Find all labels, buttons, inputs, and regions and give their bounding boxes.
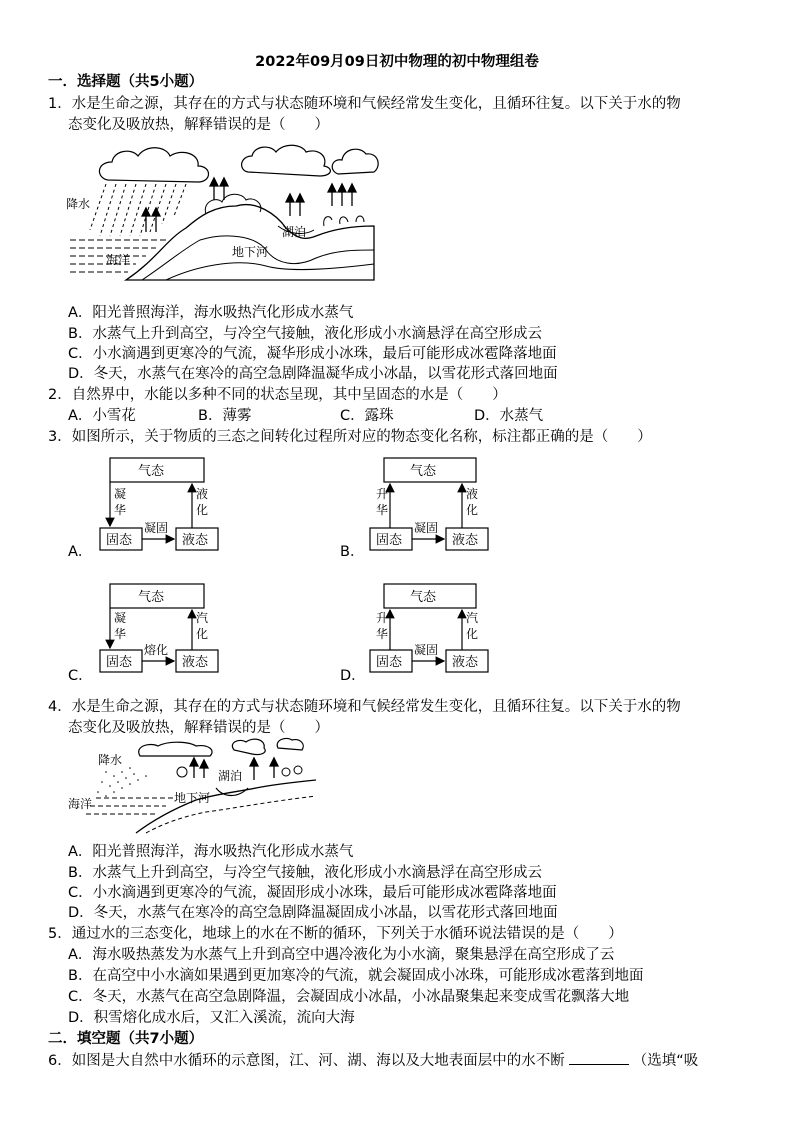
q3-option-a-label[interactable]: A． bbox=[68, 544, 93, 560]
q3c-right-1: 汽 bbox=[196, 611, 209, 625]
q4-fig-sea-label: 海洋 bbox=[68, 797, 93, 811]
q4-fig-lake-label: 湖泊 bbox=[218, 769, 243, 783]
q3b-liquid: 液态 bbox=[452, 533, 479, 548]
q3c-gas: 气态 bbox=[138, 590, 165, 605]
q1-water-cycle-figure bbox=[66, 140, 376, 285]
q3-stem: 3．如图所示，关于物质的三态之间转化过程所对应的物态变化名称，标注都正确的是（ ） bbox=[48, 429, 652, 445]
q3d-bottom: 凝固 bbox=[414, 643, 439, 657]
q1-stem-line2: 态变化及吸放热，解释错误的是（ ） bbox=[68, 117, 329, 133]
q6-answer-blank[interactable] bbox=[569, 1052, 629, 1065]
q4-stem-line2: 态变化及吸放热，解释错误的是（ ） bbox=[68, 720, 329, 736]
q5-option-c[interactable]: C．冬天，水蒸气在高空急剧降温，会凝固成小冰晶，小冰晶聚集起来变成雪花飘落大地 bbox=[68, 989, 630, 1005]
q5-option-b[interactable]: B．在高空中小水滴如果遇到更加寒冷的气流，就会凝固成小冰珠，可能形成冰雹落到地面 bbox=[68, 968, 644, 984]
q3-option-b-label[interactable]: B． bbox=[340, 544, 365, 560]
q5-option-a[interactable]: A．海水吸热蒸发为水蒸气上升到高空中遇冷液化为小水滴，聚集悬浮在高空形成了云 bbox=[68, 947, 615, 963]
q6-stem-part2: （选填“吸 bbox=[632, 1053, 699, 1069]
q3c-left-1: 凝 bbox=[114, 611, 127, 625]
q1-fig-rain-label: 降水 bbox=[66, 197, 91, 211]
q3-option-d-label[interactable]: D． bbox=[340, 668, 366, 684]
q3a-gas: 气态 bbox=[138, 464, 165, 479]
section-heading-choice: 一．选择题（共5小题） bbox=[48, 74, 204, 90]
q3b-right-2: 化 bbox=[466, 503, 479, 517]
q3a-bottom: 凝固 bbox=[144, 521, 169, 535]
q3c-liquid: 液态 bbox=[182, 655, 209, 670]
q3-diagram-b[interactable] bbox=[366, 456, 496, 552]
q1-option-c[interactable]: C．小水滴遇到更寒冷的气流，凝华形成小冰珠，最后可能形成冰雹降落地面 bbox=[68, 346, 557, 362]
q1-fig-river-label: 地下河 bbox=[232, 245, 269, 259]
q4-stem-line1: 4．水是生命之源，其存在的方式与状态随环境和气候经常发生变化，且循环往复。以下关于水的物 bbox=[48, 699, 681, 715]
q6-stem-part1: 6．如图是大自然中水循环的示意图，江、河、湖、海以及大地表面层中的水不断 bbox=[48, 1053, 565, 1069]
q1-option-d[interactable]: D．冬天，水蒸气在寒冷的高空急剧降温凝华成小冰晶，以雪花形式落回地面 bbox=[68, 366, 558, 382]
q3d-left-1: 升 bbox=[376, 611, 389, 625]
q4-fig-rain-label: 降水 bbox=[98, 753, 123, 767]
q6-stem bbox=[48, 1049, 698, 1070]
q4-option-b[interactable]: B．水蒸气上升到高空，与冷空气接触，液化形成小水滴悬浮在高空形成云 bbox=[68, 865, 542, 881]
q2-option-c[interactable]: C．露珠 bbox=[340, 408, 394, 424]
q1-fig-lake-label: 湖泊 bbox=[282, 225, 307, 239]
q2-stem: 2．自然界中，水能以多种不同的状态呈现，其中呈固态的水是（ ） bbox=[48, 387, 507, 403]
q5-option-d[interactable]: D．积雪熔化成水后，又汇入溪流，流向大海 bbox=[68, 1010, 355, 1026]
q2-option-d[interactable]: D．水蒸气 bbox=[474, 408, 544, 424]
q3b-left-2: 华 bbox=[376, 503, 389, 517]
page-title: 2022年09月09日初中物理的初中物理组卷 bbox=[255, 54, 539, 70]
q3a-solid: 固态 bbox=[106, 533, 133, 548]
q4-option-c[interactable]: C．小水滴遇到更寒冷的气流，凝固形成小冰珠，最后可能形成冰雹降落地面 bbox=[68, 885, 557, 901]
q3a-liquid: 液态 bbox=[182, 533, 209, 548]
q3-diagram-d[interactable] bbox=[366, 582, 496, 678]
q1-option-b[interactable]: B．水蒸气上升到高空，与冷空气接触，液化形成小水滴悬浮在高空形成云 bbox=[68, 326, 542, 342]
q3a-left-1: 凝 bbox=[114, 487, 127, 501]
q4-option-a[interactable]: A．阳光普照海洋，海水吸热汽化形成水蒸气 bbox=[68, 844, 354, 860]
q4-fig-river-label: 地下河 bbox=[174, 791, 211, 805]
q3c-left-2: 华 bbox=[114, 627, 127, 641]
q3d-left-2: 华 bbox=[376, 627, 389, 641]
q3a-left-2: 华 bbox=[114, 503, 127, 517]
q3b-right-1: 液 bbox=[466, 487, 479, 501]
q3c-right-2: 化 bbox=[196, 627, 209, 641]
q3-diagram-c[interactable] bbox=[96, 582, 226, 678]
section-heading-fill: 二．填空题（共7小题） bbox=[48, 1031, 204, 1047]
q3d-gas: 气态 bbox=[410, 590, 437, 605]
q3d-right-1: 汽 bbox=[466, 611, 479, 625]
q3b-gas: 气态 bbox=[410, 464, 437, 479]
q3c-solid: 固态 bbox=[106, 655, 133, 670]
q3a-right-1: 液 bbox=[196, 487, 209, 501]
q4-option-d[interactable]: D．冬天，水蒸气在寒冷的高空急剧降温凝固成小冰晶，以雪花形式落回地面 bbox=[68, 905, 558, 921]
q1-fig-sea-label: 海洋 bbox=[106, 253, 131, 267]
q3c-bottom: 熔化 bbox=[144, 643, 169, 657]
q3d-liquid: 液态 bbox=[452, 655, 479, 670]
q1-stem-line1: 1．水是生命之源，其存在的方式与状态随环境和气候经常发生变化，且循环往复。以下关于水的物 bbox=[48, 96, 681, 112]
q4-water-cycle-figure bbox=[66, 738, 326, 833]
q3b-solid: 固态 bbox=[376, 533, 403, 548]
q3b-bottom: 凝固 bbox=[414, 521, 439, 535]
q3-diagram-a[interactable] bbox=[96, 456, 226, 552]
q2-option-a[interactable]: A．小雪花 bbox=[68, 408, 136, 424]
q3a-right-2: 化 bbox=[196, 503, 209, 517]
q3d-solid: 固态 bbox=[376, 655, 403, 670]
q3b-left-1: 升 bbox=[376, 487, 389, 501]
q2-option-b[interactable]: B．薄雾 bbox=[198, 408, 252, 424]
q5-stem: 5．通过水的三态变化，地球上的水在不断的循环，下列关于水循环说法错误的是（ ） bbox=[48, 926, 623, 942]
q3-option-c-label[interactable]: C． bbox=[68, 668, 93, 684]
q1-option-a[interactable]: A．阳光普照海洋，海水吸热汽化形成水蒸气 bbox=[68, 305, 354, 321]
q3d-right-2: 化 bbox=[466, 627, 479, 641]
